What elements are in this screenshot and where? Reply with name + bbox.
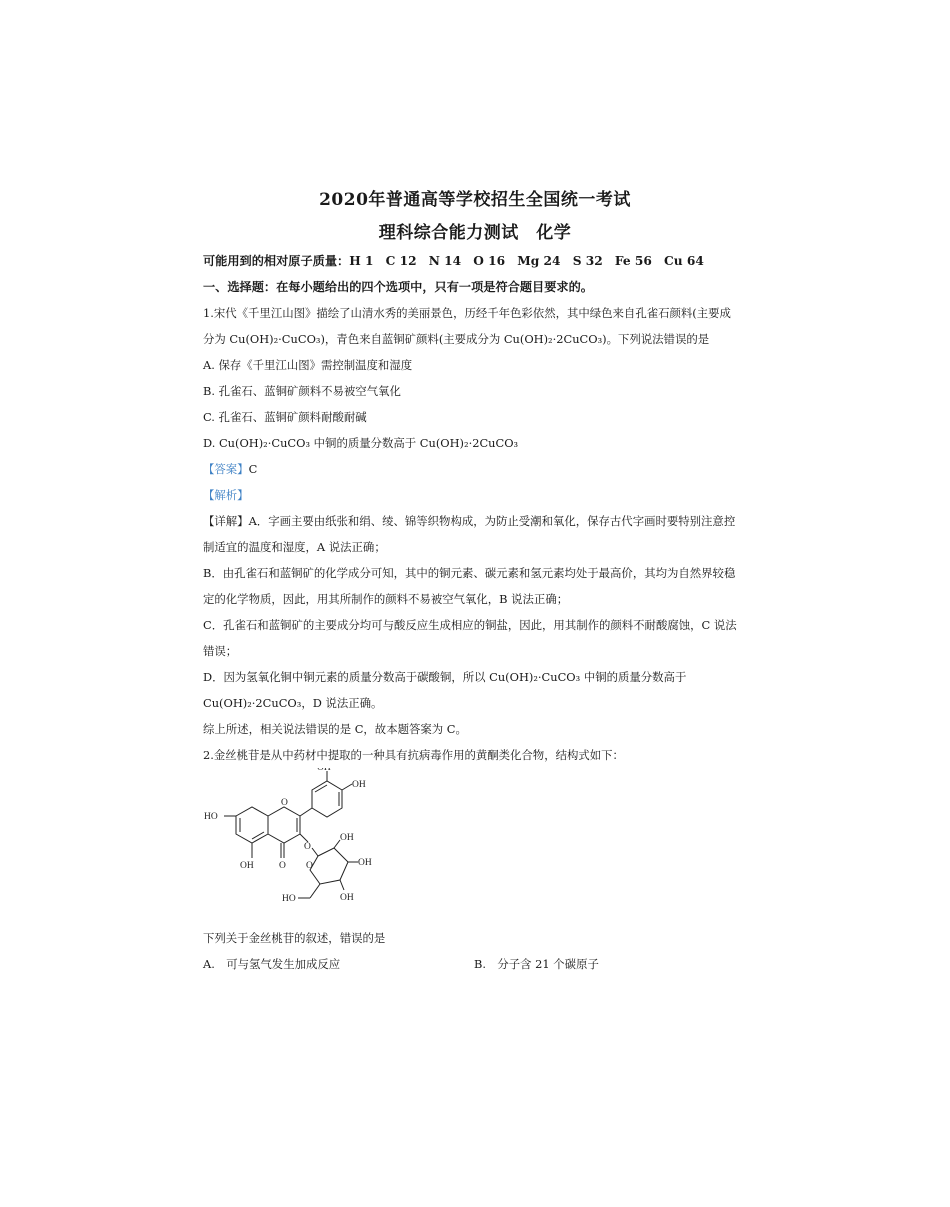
label-ho-left: HO [204, 812, 218, 822]
q2-question: 下列关于金丝桃苷的叙述，错误的是 [203, 931, 386, 945]
ring-b [312, 781, 342, 817]
analysis-tag: 【解析】 [203, 488, 249, 502]
q2-stem: 2.金丝桃苷是从中药材中提取的一种具有抗病毒作用的黄酮类化合物，结构式如下： [203, 748, 624, 762]
q1-option-a: A. 保存《千里江山图》需控制温度和湿度 [203, 358, 413, 372]
label-sugar-oh-bottom: OH [340, 893, 354, 903]
section-heading: 一、选择题：在每小题给出的四个选项中，只有一项是符合题目要求的。 [203, 280, 593, 294]
detail-c-line1: C．孔雀石和蓝铜矿的主要成分均可与酸反应生成相应的铜盐，因此，用其制作的颜料不耐酸腐蚀，C 说法 [203, 618, 737, 632]
detail-b-line2: 定的化学物质，因此，用其所制作的颜料不易被空气氧化，B 说法正确； [203, 592, 569, 606]
hyperoside-structure-diagram [200, 768, 390, 920]
label-sugar-oh-top: OH [340, 833, 354, 843]
q1-stem-line1: 1.宋代《千里江山图》描绘了山清水秀的美丽景色，历经千年色彩依然，其中绿色来自孔雀石颜料(主要成 [203, 306, 731, 320]
detail-a-line1 [203, 513, 763, 529]
detail-tag: 【详解】 [203, 514, 249, 528]
detail-a-line2: 制适宜的温度和湿度，A 说法正确； [203, 540, 386, 554]
label-ether-o: O [304, 842, 311, 852]
detail-d-line1: D．因为氢氧化铜中铜元素的质量分数高于碳酸铜，所以 Cu(OH)₂·CuCO₃ 中铜的质量分数高于 [203, 670, 687, 684]
q2-option-a: A. 可与氢气发生加成反应 [203, 957, 341, 971]
q1-option-d: D. Cu(OH)₂·CuCO₃ 中铜的质量分数高于 Cu(OH)₂·2CuCO₃ [203, 436, 519, 450]
label-sugar-ring-o: O [306, 861, 313, 871]
q1-summary: 综上所述，相关说法错误的是 C，故本题答案为 C。 [203, 722, 467, 736]
atomic-mass-line: 可能用到的相对原子质量：H 1 C 12 N 14 O 16 Mg 24 S 32 Fe 56 Cu 64 [203, 254, 704, 268]
answer-value: C [248, 462, 258, 476]
detail-c-line2: 错误； [203, 644, 238, 658]
label-oh-right: OH [352, 780, 366, 790]
answer-tag: 【答案】 [203, 462, 249, 476]
exam-subtitle: 理科综合能力测试 化学 [378, 223, 572, 243]
label-sugar-oh-right: OH [358, 858, 372, 868]
detail-b-line1: B．由孔雀石和蓝铜矿的化学成分可知，其中的铜元素、碳元素和氢元素均处于最高价，其均为自然界较稳 [203, 566, 736, 580]
detail-a-text: A．字画主要由纸张和绢、绫、锦等织物构成，为防止受潮和氧化，保存古代字画时要特别注意控 [248, 514, 736, 528]
exam-title: 2020年普通高等学校招生全国统一考试 [319, 190, 631, 210]
q1-option-b: B. 孔雀石、蓝铜矿颜料不易被空气氧化 [203, 384, 401, 398]
q1-answer [203, 461, 763, 477]
label-ho-ch2: HO [282, 894, 296, 904]
q1-option-c: C. 孔雀石、蓝铜矿颜料耐酸耐碱 [203, 410, 367, 424]
label-ring-o: O [281, 798, 288, 808]
label-oh-top: OH [317, 768, 331, 773]
q2-option-b: B. 分子含 21 个碳原子 [474, 957, 599, 971]
detail-d-line2: Cu(OH)₂·2CuCO₃，D 说法正确。 [203, 696, 383, 710]
ring-c [268, 807, 300, 843]
label-carbonyl-o: O [279, 861, 286, 871]
q1-stem-line2: 分为 Cu(OH)₂·CuCO₃)，青色来自蓝铜矿颜料(主要成分为 Cu(OH)₂·2CuCO₃)。下列说法错误的是 [203, 332, 710, 346]
label-oh-bottom: OH [240, 861, 254, 871]
ring-a [236, 807, 268, 843]
